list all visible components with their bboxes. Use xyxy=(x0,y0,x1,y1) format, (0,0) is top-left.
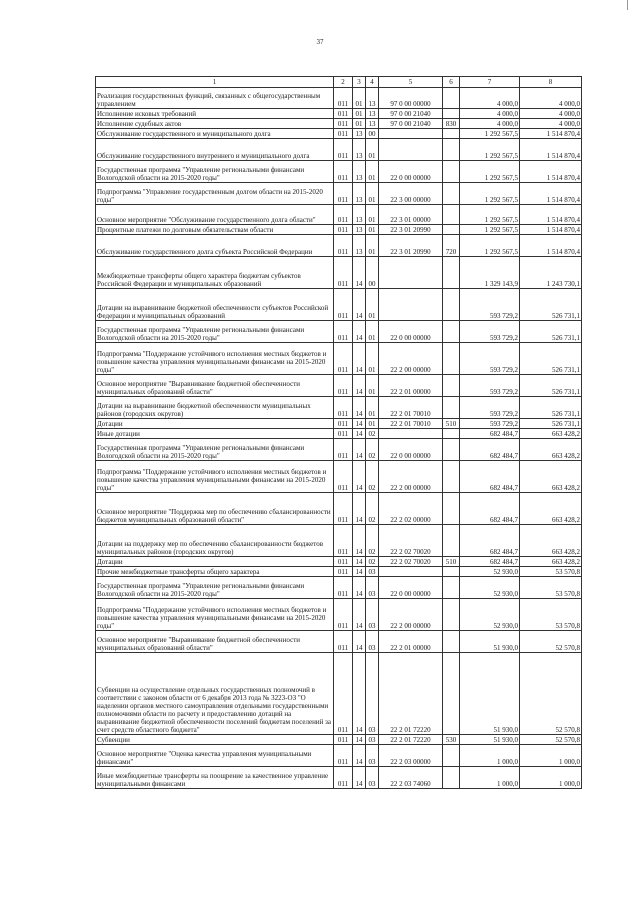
table-row xyxy=(96,88,582,109)
amount-year-1: 593 729,2 xyxy=(460,289,520,321)
item-name: Обслуживание государственного внутреннего и муниципального долга xyxy=(96,139,334,161)
item-name: Межбюджетные трансферты общего характера бюджетам субъектов Российской Федерации и муниципальных образований xyxy=(96,257,334,289)
subsection-code: 01 xyxy=(366,397,379,419)
column-header: 2 xyxy=(334,77,353,88)
ministry-code: 011 xyxy=(334,109,353,119)
target-article-code: 97 0 00 00000 xyxy=(379,88,443,109)
item-name: Государственная программа "Управление региональными финансами Вологодской области на 2015-2020 годы" xyxy=(96,577,334,599)
section-code: 14 xyxy=(353,745,366,767)
item-name: Дотации xyxy=(96,419,334,429)
item-name: Процентные платежи по долговым обязательствам области xyxy=(96,225,334,235)
amount-year-2: 526 731,1 xyxy=(520,397,582,419)
expense-type-code xyxy=(443,289,460,321)
amount-year-2: 1 243 730,1 xyxy=(520,257,582,289)
section-code: 14 xyxy=(353,577,366,599)
column-header: 3 xyxy=(353,77,366,88)
amount-year-2: 526 731,1 xyxy=(520,321,582,343)
item-name: Исполнение исковых требований xyxy=(96,109,334,119)
subsection-code: 03 xyxy=(366,735,379,745)
amount-year-2: 663 428,2 xyxy=(520,557,582,567)
subsection-code: 03 xyxy=(366,631,379,653)
amount-year-1: 593 729,2 xyxy=(460,397,520,419)
amount-year-2: 53 570,8 xyxy=(520,599,582,631)
subsection-code: 00 xyxy=(366,257,379,289)
ministry-code: 011 xyxy=(334,767,353,789)
amount-year-1: 593 729,2 xyxy=(460,343,520,375)
expense-type-code: 720 xyxy=(443,235,460,257)
target-article-code: 22 2 01 00000 xyxy=(379,375,443,397)
target-article-code: 22 2 01 00000 xyxy=(379,631,443,653)
expense-type-code xyxy=(443,88,460,109)
table-row xyxy=(96,397,582,419)
target-article-code: 22 3 01 00000 xyxy=(379,205,443,225)
section-code: 13 xyxy=(353,139,366,161)
amount-year-1: 52 930,0 xyxy=(460,567,520,577)
item-name: Подпрограмма "Поддержание устойчивого исполнения местных бюджетов и повышение качества управления муниципальными финансами на 2015-2020 годы" xyxy=(96,599,334,631)
subsection-code: 13 xyxy=(366,119,379,129)
expense-type-code xyxy=(443,129,460,139)
target-article-code: 22 2 03 74060 xyxy=(379,767,443,789)
item-name: Подпрограмма "Поддержание устойчивого исполнения местных бюджетов и повышение качества управления муниципальными финансами на 2015-2020 годы" xyxy=(96,343,334,375)
target-article-code: 22 2 02 70020 xyxy=(379,557,443,567)
target-article-code: 22 2 01 72220 xyxy=(379,735,443,745)
amount-year-2: 663 428,2 xyxy=(520,429,582,439)
table-row xyxy=(96,493,582,525)
expense-type-code: 510 xyxy=(443,557,460,567)
amount-year-2: 1 514 870,4 xyxy=(520,161,582,183)
amount-year-1: 4 000,0 xyxy=(460,119,520,129)
amount-year-1: 1 292 567,5 xyxy=(460,225,520,235)
item-name: Государственная программа "Управление региональными финансами Вологодской области на 2015-2020 годы" xyxy=(96,321,334,343)
ministry-code: 011 xyxy=(334,225,353,235)
amount-year-1: 52 930,0 xyxy=(460,599,520,631)
amount-year-2: 526 731,1 xyxy=(520,289,582,321)
ministry-code: 011 xyxy=(334,493,353,525)
item-name: Государственная программа "Управление региональными финансами Вологодской области на 2015-2020 годы" xyxy=(96,439,334,461)
section-code: 13 xyxy=(353,161,366,183)
expense-type-code xyxy=(443,183,460,205)
ministry-code: 011 xyxy=(334,88,353,109)
amount-year-2: 53 570,8 xyxy=(520,567,582,577)
amount-year-1: 1 292 567,5 xyxy=(460,161,520,183)
ministry-code: 011 xyxy=(334,567,353,577)
item-name: Основное мероприятие "Выравнивание бюджетной обеспеченности муниципальных образований области" xyxy=(96,631,334,653)
target-article-code: 22 3 01 20990 xyxy=(379,225,443,235)
section-code: 13 xyxy=(353,205,366,225)
amount-year-1: 593 729,2 xyxy=(460,321,520,343)
table-row xyxy=(96,745,582,767)
table-row xyxy=(96,109,582,119)
amount-year-2: 663 428,2 xyxy=(520,439,582,461)
section-code: 14 xyxy=(353,429,366,439)
expense-type-code xyxy=(443,397,460,419)
target-article-code: 22 2 00 00000 xyxy=(379,461,443,493)
table-row xyxy=(96,119,582,129)
target-article-code xyxy=(379,567,443,577)
expense-type-code xyxy=(443,321,460,343)
subsection-code: 02 xyxy=(366,429,379,439)
subsection-code: 01 xyxy=(366,183,379,205)
ministry-code: 011 xyxy=(334,525,353,557)
ministry-code: 011 xyxy=(334,735,353,745)
section-code: 13 xyxy=(353,129,366,139)
section-code: 14 xyxy=(353,461,366,493)
amount-year-2: 4 000,0 xyxy=(520,109,582,119)
expense-type-code xyxy=(443,109,460,119)
table-row xyxy=(96,577,582,599)
target-article-code: 22 0 00 00000 xyxy=(379,161,443,183)
item-name: Основное мероприятие "Оценка качества управления муниципальными финансами" xyxy=(96,745,334,767)
ministry-code: 011 xyxy=(334,183,353,205)
section-code: 14 xyxy=(353,343,366,375)
table-row xyxy=(96,321,582,343)
target-article-code xyxy=(379,429,443,439)
amount-year-2: 4 000,0 xyxy=(520,88,582,109)
table-row xyxy=(96,343,582,375)
target-article-code: 22 2 03 00000 xyxy=(379,745,443,767)
table-row xyxy=(96,129,582,139)
section-code: 14 xyxy=(353,735,366,745)
table-row xyxy=(96,139,582,161)
amount-year-1: 4 000,0 xyxy=(460,109,520,119)
section-code: 13 xyxy=(353,235,366,257)
expense-type-code xyxy=(443,577,460,599)
subsection-code: 02 xyxy=(366,525,379,557)
item-name: Реализация государственных функций, связанных с общегосударственным управлением xyxy=(96,88,334,109)
amount-year-1: 1 000,0 xyxy=(460,767,520,789)
section-code: 14 xyxy=(353,493,366,525)
target-article-code: 22 0 00 00000 xyxy=(379,321,443,343)
amount-year-1: 682 484,7 xyxy=(460,461,520,493)
item-name: Основное мероприятие "Выравнивание бюджетной обеспеченности муниципальных образований области" xyxy=(96,375,334,397)
amount-year-2: 526 731,1 xyxy=(520,375,582,397)
expense-type-code xyxy=(443,653,460,735)
target-article-code: 22 2 01 72220 xyxy=(379,653,443,735)
amount-year-1: 682 484,7 xyxy=(460,525,520,557)
table-row xyxy=(96,525,582,557)
section-code: 14 xyxy=(353,375,366,397)
subsection-code: 00 xyxy=(366,129,379,139)
amount-year-2: 663 428,2 xyxy=(520,461,582,493)
target-article-code xyxy=(379,289,443,321)
section-code: 14 xyxy=(353,525,366,557)
item-name: Государственная программа "Управление региональными финансами Вологодской области на 2015-2020 годы" xyxy=(96,161,334,183)
subsection-code: 03 xyxy=(366,653,379,735)
amount-year-1: 51 930,0 xyxy=(460,653,520,735)
target-article-code: 22 2 00 00000 xyxy=(379,599,443,631)
subsection-code: 03 xyxy=(366,767,379,789)
subsection-code: 01 xyxy=(366,235,379,257)
amount-year-1: 1 329 143,9 xyxy=(460,257,520,289)
item-name: Субвенции на осуществление отдельных государственных полномочий в соответствии с законом области от 6 декабря 2013 года № 3223-ОЗ "О наделении органов местного самоуправления отдельными государственными полномочиями области по расчету и предоставлению дотаций на выравнивание бюджетной обеспеченности поселений бюджетам поселений за счет средств областного бюджета" xyxy=(96,653,334,735)
target-article-code xyxy=(379,139,443,161)
subsection-code: 03 xyxy=(366,567,379,577)
item-name: Обслуживание государственного и муниципального долга xyxy=(96,129,334,139)
item-name: Основное мероприятие "Обслуживание государственного долга области" xyxy=(96,205,334,225)
column-header: 5 xyxy=(379,77,443,88)
ministry-code: 011 xyxy=(334,631,353,653)
section-code: 14 xyxy=(353,439,366,461)
expense-type-code xyxy=(443,461,460,493)
amount-year-1: 51 930,0 xyxy=(460,735,520,745)
subsection-code: 01 xyxy=(366,289,379,321)
item-name: Дотации на выравнивание бюджетной обеспеченности субъектов Российской Федерации и муниципальных образований xyxy=(96,289,334,321)
expense-type-code: 510 xyxy=(443,419,460,429)
section-code: 14 xyxy=(353,321,366,343)
item-name: Дотации на выравнивание бюджетной обеспеченности муниципальных районов (городских округов) xyxy=(96,397,334,419)
target-article-code: 22 2 01 70010 xyxy=(379,397,443,419)
expense-type-code xyxy=(443,767,460,789)
table-row xyxy=(96,235,582,257)
amount-year-1: 682 484,7 xyxy=(460,429,520,439)
subsection-code: 13 xyxy=(366,109,379,119)
table-row xyxy=(96,735,582,745)
target-article-code: 22 0 00 00000 xyxy=(379,577,443,599)
amount-year-1: 4 000,0 xyxy=(460,88,520,109)
amount-year-2: 53 570,8 xyxy=(520,577,582,599)
amount-year-2: 1 514 870,4 xyxy=(520,129,582,139)
target-article-code: 22 0 00 00000 xyxy=(379,439,443,461)
expense-type-code xyxy=(443,343,460,375)
section-code: 14 xyxy=(353,631,366,653)
ministry-code: 011 xyxy=(334,461,353,493)
subsection-code: 01 xyxy=(366,205,379,225)
ministry-code: 011 xyxy=(334,439,353,461)
ministry-code: 011 xyxy=(334,745,353,767)
expense-type-code xyxy=(443,161,460,183)
subsection-code: 02 xyxy=(366,493,379,525)
budget-table xyxy=(95,76,582,789)
amount-year-2: 52 570,8 xyxy=(520,735,582,745)
ministry-code: 011 xyxy=(334,599,353,631)
expense-type-code: 530 xyxy=(443,735,460,745)
column-header: 7 xyxy=(460,77,520,88)
table-row xyxy=(96,183,582,205)
table-row xyxy=(96,161,582,183)
ministry-code: 011 xyxy=(334,235,353,257)
ministry-code: 011 xyxy=(334,129,353,139)
expense-type-code xyxy=(443,745,460,767)
target-article-code: 97 0 00 21040 xyxy=(379,119,443,129)
ministry-code: 011 xyxy=(334,397,353,419)
target-article-code: 22 2 01 70010 xyxy=(379,419,443,429)
ministry-code: 011 xyxy=(334,205,353,225)
item-name: Обслуживание государственного долга субъекта Российской Федерации xyxy=(96,235,334,257)
item-name: Субвенции xyxy=(96,735,334,745)
subsection-code: 02 xyxy=(366,461,379,493)
amount-year-1: 593 729,2 xyxy=(460,375,520,397)
amount-year-1: 52 930,0 xyxy=(460,577,520,599)
table-row xyxy=(96,257,582,289)
table-row xyxy=(96,631,582,653)
amount-year-2: 663 428,2 xyxy=(520,493,582,525)
ministry-code: 011 xyxy=(334,419,353,429)
section-code: 14 xyxy=(353,257,366,289)
amount-year-2: 1 514 870,4 xyxy=(520,183,582,205)
amount-year-2: 52 570,8 xyxy=(520,653,582,735)
column-header: 1 xyxy=(96,77,334,88)
expense-type-code xyxy=(443,225,460,235)
section-code: 13 xyxy=(353,183,366,205)
item-name: Прочие межбюджетные трансферты общего характера xyxy=(96,567,334,577)
table-row xyxy=(96,419,582,429)
amount-year-2: 1 000,0 xyxy=(520,745,582,767)
section-code: 14 xyxy=(353,557,366,567)
table-row xyxy=(96,225,582,235)
amount-year-2: 1 514 870,4 xyxy=(520,205,582,225)
expense-type-code xyxy=(443,139,460,161)
scan-edge-mark xyxy=(627,0,628,10)
expense-type-code xyxy=(443,567,460,577)
target-article-code xyxy=(379,129,443,139)
amount-year-1: 1 292 567,5 xyxy=(460,129,520,139)
item-name: Подпрограмма "Управление государственным долгом области на 2015-2020 годы" xyxy=(96,183,334,205)
ministry-code: 011 xyxy=(334,139,353,161)
ministry-code: 011 xyxy=(334,429,353,439)
subsection-code: 03 xyxy=(366,599,379,631)
amount-year-1: 682 484,7 xyxy=(460,493,520,525)
ministry-code: 011 xyxy=(334,289,353,321)
section-code: 14 xyxy=(353,567,366,577)
subsection-code: 03 xyxy=(366,577,379,599)
subsection-code: 01 xyxy=(366,225,379,235)
table-row xyxy=(96,557,582,567)
subsection-code: 01 xyxy=(366,139,379,161)
amount-year-2: 663 428,2 xyxy=(520,525,582,557)
item-name: Иные дотации xyxy=(96,429,334,439)
expense-type-code: 830 xyxy=(443,119,460,129)
item-name: Подпрограмма "Поддержание устойчивого исполнения местных бюджетов и повышение качества управления муниципальными финансами на 2015-2020 годы" xyxy=(96,461,334,493)
amount-year-1: 51 930,0 xyxy=(460,631,520,653)
amount-year-2: 1 514 870,4 xyxy=(520,225,582,235)
section-code: 14 xyxy=(353,599,366,631)
ministry-code: 011 xyxy=(334,161,353,183)
subsection-code: 03 xyxy=(366,745,379,767)
expense-type-code xyxy=(443,375,460,397)
section-code: 14 xyxy=(353,289,366,321)
amount-year-2: 4 000,0 xyxy=(520,119,582,129)
section-code: 14 xyxy=(353,653,366,735)
amount-year-2: 526 731,1 xyxy=(520,343,582,375)
expense-type-code xyxy=(443,493,460,525)
item-name: Исполнение судебных актов xyxy=(96,119,334,129)
amount-year-2: 1 514 870,4 xyxy=(520,139,582,161)
target-article-code xyxy=(379,257,443,289)
expense-type-code xyxy=(443,429,460,439)
amount-year-1: 682 484,7 xyxy=(460,557,520,567)
amount-year-2: 526 731,1 xyxy=(520,419,582,429)
subsection-code: 02 xyxy=(366,439,379,461)
subsection-code: 02 xyxy=(366,557,379,567)
table-row xyxy=(96,205,582,225)
amount-year-1: 1 292 567,5 xyxy=(460,183,520,205)
table-row xyxy=(96,289,582,321)
subsection-code: 01 xyxy=(366,161,379,183)
ministry-code: 011 xyxy=(334,119,353,129)
table-row xyxy=(96,653,582,735)
ministry-code: 011 xyxy=(334,557,353,567)
column-header: 6 xyxy=(443,77,460,88)
amount-year-1: 1 000,0 xyxy=(460,745,520,767)
section-code: 14 xyxy=(353,397,366,419)
item-name: Дотации xyxy=(96,557,334,567)
amount-year-1: 593 729,2 xyxy=(460,419,520,429)
subsection-code: 01 xyxy=(366,375,379,397)
amount-year-2: 52 570,8 xyxy=(520,631,582,653)
target-article-code: 22 2 02 00000 xyxy=(379,493,443,525)
target-article-code: 22 2 02 70020 xyxy=(379,525,443,557)
amount-year-1: 1 292 567,5 xyxy=(460,205,520,225)
amount-year-2: 1 514 870,4 xyxy=(520,235,582,257)
expense-type-code xyxy=(443,439,460,461)
ministry-code: 011 xyxy=(334,577,353,599)
expense-type-code xyxy=(443,525,460,557)
ministry-code: 011 xyxy=(334,375,353,397)
subsection-code: 13 xyxy=(366,88,379,109)
table-row xyxy=(96,599,582,631)
amount-year-1: 682 484,7 xyxy=(460,439,520,461)
subsection-code: 01 xyxy=(366,343,379,375)
section-code: 01 xyxy=(353,88,366,109)
amount-year-1: 1 292 567,5 xyxy=(460,235,520,257)
column-header: 8 xyxy=(520,77,582,88)
table-row xyxy=(96,429,582,439)
subsection-code: 01 xyxy=(366,419,379,429)
section-code: 01 xyxy=(353,109,366,119)
item-name: Основное мероприятие "Поддержка мер по обеспечению сбалансированности бюджетов муниципальных образований области" xyxy=(96,493,334,525)
expense-type-code xyxy=(443,257,460,289)
target-article-code: 22 3 01 20990 xyxy=(379,235,443,257)
table-row xyxy=(96,375,582,397)
section-code: 13 xyxy=(353,225,366,235)
target-article-code: 22 3 00 00000 xyxy=(379,183,443,205)
amount-year-2: 1 000,0 xyxy=(520,767,582,789)
table-header-row xyxy=(96,77,582,88)
table-row xyxy=(96,439,582,461)
ministry-code: 011 xyxy=(334,653,353,735)
ministry-code: 011 xyxy=(334,257,353,289)
target-article-code: 97 0 00 21040 xyxy=(379,109,443,119)
amount-year-1: 1 292 567,5 xyxy=(460,139,520,161)
column-header: 4 xyxy=(366,77,379,88)
expense-type-code xyxy=(443,205,460,225)
table-row xyxy=(96,567,582,577)
subsection-code: 01 xyxy=(366,321,379,343)
section-code: 14 xyxy=(353,419,366,429)
expense-type-code xyxy=(443,631,460,653)
ministry-code: 011 xyxy=(334,343,353,375)
ministry-code: 011 xyxy=(334,321,353,343)
target-article-code: 22 2 00 00000 xyxy=(379,343,443,375)
section-code: 14 xyxy=(353,767,366,789)
page-number: 37 xyxy=(316,38,324,46)
table-row xyxy=(96,767,582,789)
expense-type-code xyxy=(443,599,460,631)
section-code: 01 xyxy=(353,119,366,129)
table-row xyxy=(96,461,582,493)
item-name: Иные межбюджетные трансферты на поощрение за качественное управление муниципальными финансами xyxy=(96,767,334,789)
item-name: Дотации на поддержку мер по обеспечению сбалансированности бюджетов муниципальных районов (городских округов) xyxy=(96,525,334,557)
